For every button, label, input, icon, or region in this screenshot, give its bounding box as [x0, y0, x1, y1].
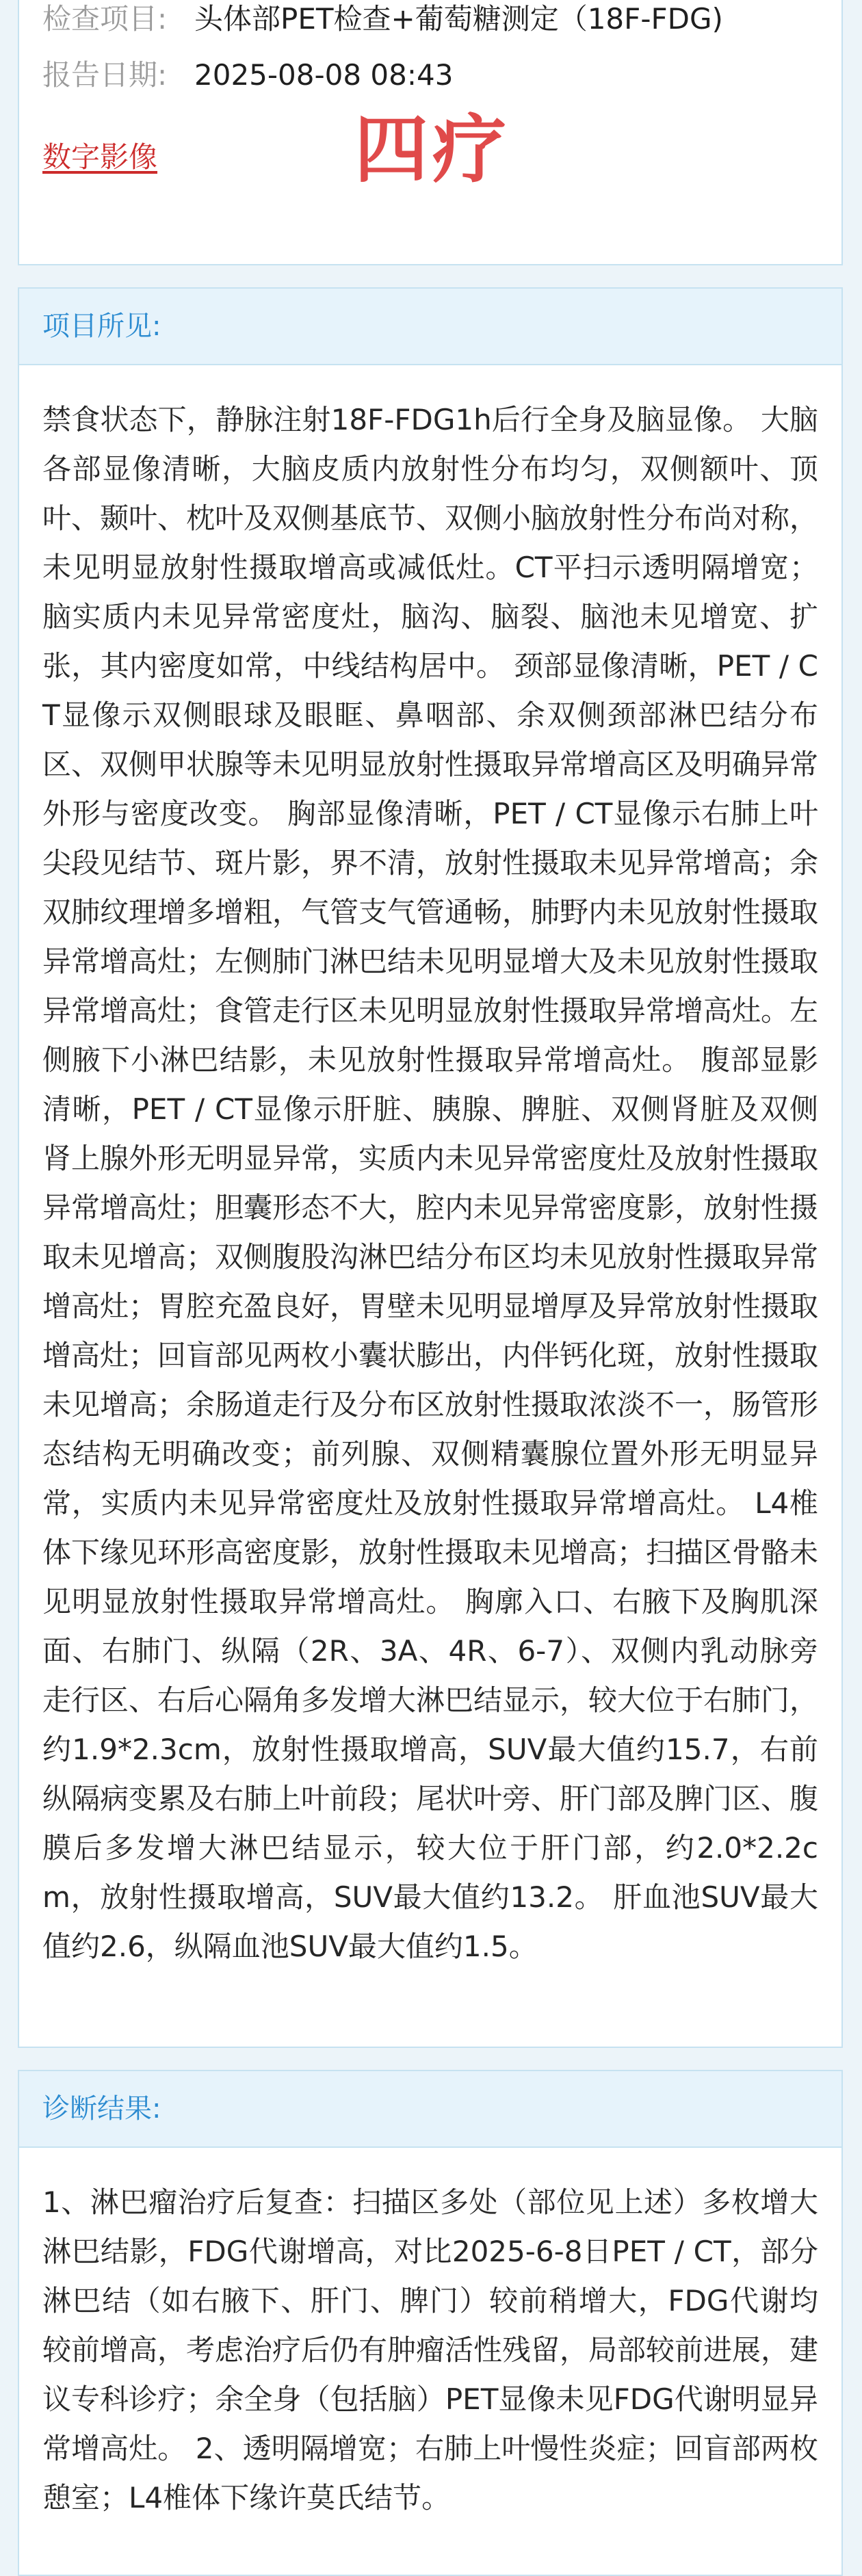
report-date-row: [42, 56, 453, 94]
findings-section: [18, 287, 843, 2048]
report-info-card: [18, 0, 843, 265]
exam-item-label: 检查项目:: [42, 2, 168, 36]
findings-title: 项目所见:: [19, 289, 841, 365]
stamp-watermark: 四疗: [354, 107, 511, 193]
diagnosis-text: 1、淋巴瘤治疗后复查：扫描区多处（部位见上述）多枚增大淋巴结影，FDG代谢增高，对比2025-6-8日PET / CT，部分淋巴结（如右腋下、肝门、脾门）较前稍增大，FDG代谢均较前增高，考虑治疗后仍有肿瘤活性残留，局部较前进展，建议专科诊疗；余全身（包括脑）PET显像未见FDG代谢明显异常增高灶。 2、透明隔增宽；右肺上叶慢性炎症；回盲部两枚憩室；L4椎体下缘许莫氏结节。: [42, 2185, 819, 2514]
exam-item-value: 头体部PET检查+葡萄糖测定（18F-FDG): [194, 2, 723, 36]
exam-item-row: [42, 0, 723, 38]
findings-text: 禁食状态下，静脉注射18F-FDG1h后行全身及脑显像。 大脑各部显像清晰，大脑皮质内放射性分布均匀，双侧额叶、顶叶、颞叶、枕叶及双侧基底节、双侧小脑放射性分布尚对称，未见明显放射性摄取增高或减低灶。CT平扫示透明隔增宽；脑实质内未见异常密度灶，脑沟、脑裂、脑池未见增宽、扩张，其内密度如常，中线结构居中。 颈部显像清晰，PET / CT显像示双侧眼球及眼眶、鼻咽部、余双侧颈部淋巴结分布区、双侧甲状腺等未见明显放射性摄取异常增高区及明确异常外形与密度改变。 胸部显像清晰，PET / CT显像示右肺上叶尖段见结节、斑片影，界不清，放射性摄取未见异常增高；余双肺纹理增多增粗，气管支气管通畅，肺野内未见放射性摄取异常增高灶；左侧肺门淋巴结未见明显增大及未见放射性摄取异常增高灶；食管走行区未见明显放射性摄取异常增高灶。左侧腋下小淋巴结影，未见放射性摄取异常增高灶。 腹部显影清晰，PET / CT显像示肝脏、胰腺、脾脏、双侧肾脏及双侧肾上腺外形无明显异常，实质内未见异常密度灶及放射性摄取异常增高灶；胆囊形态不大，腔内未见异常密度影，放射性摄取未见增高；双侧腹股沟淋巴结分布区均未见放射性摄取异常增高灶；胃腔充盈良好，胃壁未见明显增厚及异常放射性摄取增高灶；回盲部见两枚小囊状膨出，内伴钙化斑，放射性摄取未见增高；余肠道走行及分布区放射性摄取浓淡不一，肠管形态结构无明确改变；前列腺、双侧精囊腺位置外形无明显异常，实质内未见异常密度灶及放射性摄取异常增高灶。 L4椎体下缘见环形高密度影，放射性摄取未见增高；扫描区骨骼未见明显放射性摄取异常增高灶。 胸廓入口、右腋下及胸肌深面、右肺门、纵隔（2R、3A、4R、6-7）、双侧内乳动脉旁走行区、右后心隔角多发增大淋巴结显示，较大位于右肺门，约1.9*2.3cm，放射性摄取增高，SUV最大值约15.7，右前纵隔病变累及右肺上叶前段；尾状叶旁、肝门部及脾门区、腹膜后多发增大淋巴结显示，较大位于肝门部，约2.0*2.2cm，放射性摄取增高，SUV最大值约13.2。 肝血池SUV最大值约2.6，纵隔血池SUV最大值约1.5。: [42, 403, 819, 1963]
digital-image-link[interactable]: 数字影像: [42, 140, 158, 174]
diagnosis-title: 诊断结果:: [19, 2071, 841, 2148]
diagnosis-section: [18, 2070, 843, 2576]
report-date-label: 报告日期:: [42, 58, 168, 92]
report-date-value: 2025-08-08 08:43: [194, 58, 454, 92]
